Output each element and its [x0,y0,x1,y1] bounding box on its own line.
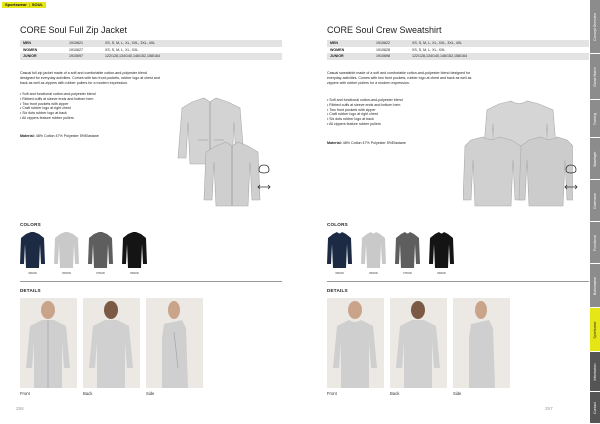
detail-photo-back [83,298,140,388]
feature-item: • Two front pockets with zipper [20,101,69,106]
colors-heading: COLORS [327,222,348,227]
feature-item: • Ribbed cuffs at sleeve ends and bottom hem [327,102,401,107]
spec-table [20,40,282,60]
feature-list [327,98,457,127]
feature-list [20,92,150,121]
detail-caption-side: Side [146,391,155,396]
detail-photo-front [20,298,77,388]
spec-row: WOMEN 1910628 XS, S, M, L, XL, XXL [330,47,446,52]
feature-item: • All zippers feature rubber pullers [20,115,74,120]
detail-photo-side [146,298,203,388]
detail-caption-front: Front [327,391,337,396]
category-separator: | [28,2,30,7]
details-heading: DETAILS [327,288,348,293]
tab-training[interactable]: Training [590,100,600,138]
detail-photo-side [453,298,510,388]
hero-sweatshirt-image [463,100,573,208]
weather-icon [259,165,269,173]
tab-contact[interactable]: Contact [590,392,600,424]
tab-baselayer[interactable]: Baselayer [590,138,600,180]
product-description: Casual sweatshirt made of a soft and comfortable cotton-and-polyester blend designed for everyday activities. Comes with two front pockets, rubber logo at chest and back as well as zippers with rubber pullers for a modern expression. [327,71,472,85]
stretch-icon [565,185,577,189]
product-title: CORE Soul Crew Sweatshirt [327,25,442,35]
spec-row: MEN 1910621 XS, S, M, L, XL, XXL, 3XL, 4XL [20,40,282,47]
feature-item: • Two front pockets with zipper [327,107,376,112]
swatch-code: 999000 [437,272,446,275]
weather-icon [566,165,576,173]
detail-photo-back [390,298,447,388]
care-symbols [256,160,272,200]
tab-sportswear[interactable]: Sportswear [590,308,600,352]
feature-item: • Ribbed cuffs at sleeve ends and bottom hem [20,96,94,101]
color-swatch[interactable] [327,232,352,278]
spec-row: JUNIOR 1910697 122/128,134/140,146/152,158/164 [20,53,282,60]
tab-bottomwear[interactable]: Bottomwear [590,264,600,308]
color-swatch[interactable] [54,232,79,278]
detail-images [327,298,510,388]
detail-caption-side: Side [453,391,462,396]
hero-jacket-image [162,96,262,208]
product-page-sweatshirt [327,0,589,424]
detail-caption-back: Back [390,391,400,396]
feature-item: • Craft rubber logo at right chest [327,112,378,117]
color-swatches [327,232,454,278]
product-description: Casual full zip jacket made of a soft and comfortable cotton-and-polyester blend designed for everyday activities. Comes with two front pockets, rubber logo at chest and back as well as zippers with rubber pullers for a modern expression. [20,71,160,85]
tab-game-match[interactable]: Game Match [590,54,600,100]
detail-images [20,298,203,388]
feature-item: • Six dots rubber logo at back [20,111,67,116]
swatch-code: 396000 [28,272,37,275]
material-line: Material: 48% Cotton 47% Polyester 5%Elastane [327,141,406,145]
feature-item: • Soft and functional cotton-and-polyester blend [20,92,96,96]
spec-row: MEN 1910622 XS, S, M, L, XL, XXL, 3XL, 4XL [327,40,589,47]
page-number: 256 [16,406,24,411]
swatch-code: 975000 [96,272,105,275]
detail-caption-front: Front [20,391,30,396]
colors-heading: COLORS [20,222,41,227]
subcategory-label: SOUL [31,2,43,7]
tab-functional[interactable]: Functional [590,222,600,264]
spec-row: WOMEN 1910627 XS, S, M, L, XL, XXL [23,47,139,52]
feature-item: • Six dots rubber logo at back [327,117,374,122]
swatch-code: 999000 [130,272,139,275]
color-swatch[interactable] [395,232,420,278]
tab-information[interactable]: Information [590,352,600,392]
color-swatches [20,232,147,278]
material-line: Material: 48% Cotton 47% Polyester 5%Elastane [20,134,99,138]
page-number: 257 [545,406,553,411]
tab-concept-overview[interactable]: Concept Overview [590,0,600,54]
swatch-code: 950000 [369,272,378,275]
section-tabs [590,0,600,424]
care-symbols [563,160,579,200]
section-divider [20,281,282,282]
detail-caption-back: Back [83,391,93,396]
swatch-code: 396000 [335,272,344,275]
feature-item: • All zippers feature rubber pullers [327,121,381,126]
stretch-icon [258,185,270,189]
color-swatch[interactable] [88,232,113,278]
details-heading: DETAILS [20,288,41,293]
category-label: Sportswear [5,2,27,7]
swatch-code: 950000 [62,272,71,275]
tab-outerwear[interactable]: Outerwear [590,180,600,222]
product-title: CORE Soul Full Zip Jacket [20,25,128,35]
section-divider [327,281,589,282]
color-swatch[interactable] [361,232,386,278]
spec-row: JUNIOR 1910698 122/128,134/140,146/152,158/164 [327,53,589,60]
color-swatch[interactable] [20,232,45,278]
color-swatch[interactable] [122,232,147,278]
feature-item: • Soft and functional cotton-and-polyester blend [327,98,403,102]
swatch-code: 975000 [403,272,412,275]
spec-table [327,40,589,60]
color-swatch[interactable] [429,232,454,278]
feature-item: • Craft rubber logo at right chest [20,106,71,111]
detail-photo-front [327,298,384,388]
